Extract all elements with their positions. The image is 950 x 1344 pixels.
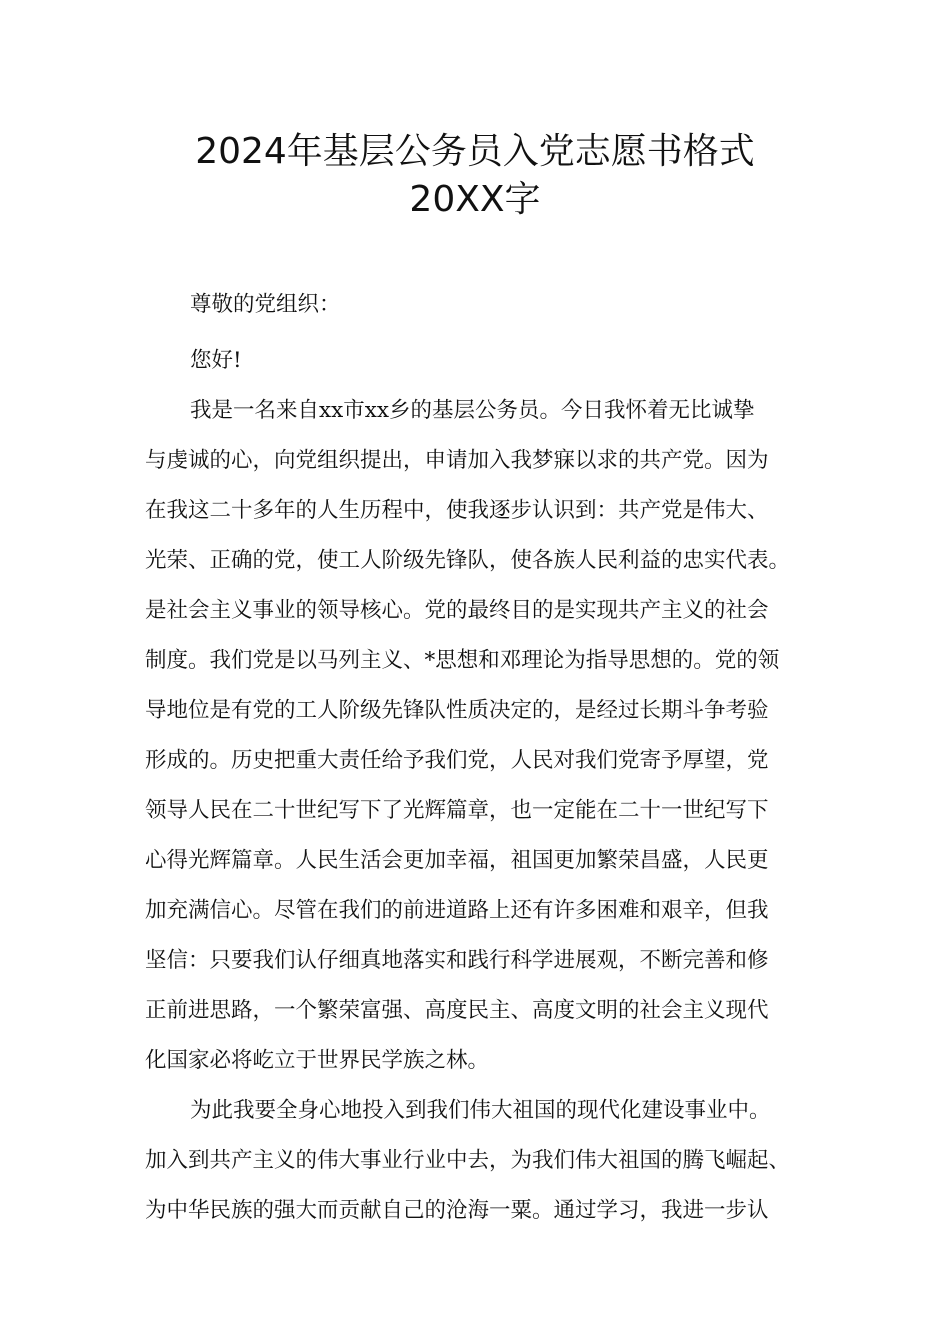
paragraph-line: 加充满信心。尽管在我们的前进道路上还有许多困难和艰辛，但我: [145, 898, 769, 923]
salutation: 尊敬的党组织：: [190, 292, 341, 317]
paragraph-line: 坚信：只要我们认仔细真地落实和践行科学进展观，不断完善和修: [145, 948, 769, 973]
paragraph-line: 心得光辉篇章。人民生活会更加幸福，祖国更加繁荣昌盛，人民更: [145, 848, 769, 873]
paragraph-line: 领导人民在二十世纪写下了光辉篇章，也一定能在二十一世纪写下: [145, 798, 769, 823]
paragraph-line: 光荣、正确的党，使工人阶级先锋队，使各族人民利益的忠实代表。: [145, 548, 791, 573]
paragraph-line: 加入到共产主义的伟大事业行业中去，为我们伟大祖国的腾飞崛起、: [145, 1148, 791, 1173]
document-title: [0, 128, 950, 224]
paragraph-line: 与虔诚的心，向党组织提出，申请加入我梦寐以求的共产党。因为: [145, 448, 769, 473]
title-line-1: 2024年基层公务员入党志愿书格式: [195, 131, 755, 172]
paragraph-line: 为此我要全身心地投入到我们伟大祖国的现代化建设事业中。: [190, 1098, 771, 1123]
paragraph-line: 在我这二十多年的人生历程中，使我逐步认识到：共产党是伟大、: [145, 498, 769, 523]
greeting: 您好!: [190, 348, 242, 373]
paragraph-line: 是社会主义事业的领导核心。党的最终目的是实现共产主义的社会: [145, 598, 769, 623]
paragraph-line: 导地位是有党的工人阶级先锋队性质决定的，是经过长期斗争考验: [145, 698, 769, 723]
paragraph-line: 我是一名来自xx市xx乡的基层公务员。今日我怀着无比诚挚: [190, 398, 755, 423]
paragraph-1: [145, 386, 825, 1086]
title-line-2: 20XX字: [409, 179, 541, 220]
paragraph-line: 化国家必将屹立于世界民学族之林。: [145, 1048, 490, 1073]
document-body: [145, 280, 825, 1236]
paragraph-line: 为中华民族的强大而贡献自己的沧海一粟。通过学习，我进一步认: [145, 1198, 769, 1223]
paragraph-2: [145, 1086, 825, 1236]
paragraph-line: 正前进思路，一个繁荣富强、高度民主、高度文明的社会主义现代: [145, 998, 769, 1023]
paragraph-line: 形成的。历史把重大责任给予我们党，人民对我们党寄予厚望，党: [145, 748, 769, 773]
paragraph-line: 制度。我们党是以马列主义、*思想和邓理论为指导思想的。党的领: [145, 648, 780, 673]
